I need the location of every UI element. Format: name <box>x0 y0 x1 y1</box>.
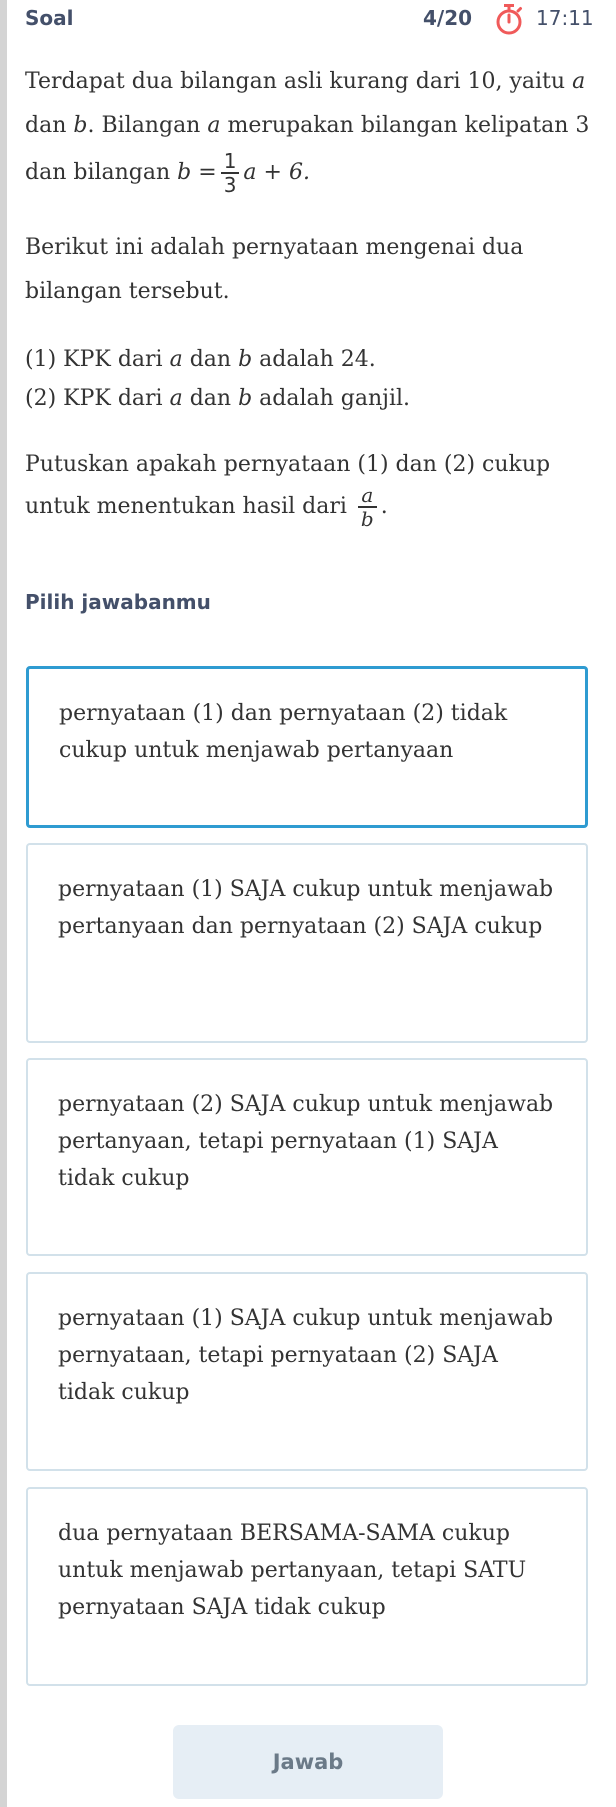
fraction-numerator: a <box>358 484 377 508</box>
question-fragment: adalah 24. <box>252 347 376 372</box>
question-line <box>25 150 310 196</box>
section-title: Soal <box>25 6 74 30</box>
question-fragment: bilangan tersebut. <box>25 279 230 304</box>
option-text: pernyataan (1) SAJA cukup untuk menjawab pertanyaan dan pernyataan (2) SAJA cukup <box>58 877 554 939</box>
question-fragment: untuk menentukan hasil dari <box>25 494 354 519</box>
answer-option-2[interactable] <box>26 843 588 1043</box>
fraction-denominator: 3 <box>223 173 237 197</box>
stopwatch-icon <box>492 2 526 36</box>
question-fragment: (1) KPK dari <box>25 347 170 372</box>
math-variable: b <box>238 386 253 411</box>
answer-option-5[interactable] <box>26 1487 588 1686</box>
fraction-numerator: 1 <box>221 150 240 174</box>
math-variable: a <box>169 347 183 372</box>
math-fraction <box>221 150 240 196</box>
math-fraction <box>358 484 377 530</box>
question-fragment: Berikut ini adalah pernyataan mengenai dua <box>25 235 524 260</box>
statement-1 <box>25 342 376 378</box>
answer-option-1[interactable] <box>26 666 588 828</box>
answer-prompt: Pilih jawabanmu <box>25 590 211 614</box>
top-bar <box>25 0 594 38</box>
question-fragment: dan <box>25 113 74 138</box>
question-fragment: . Bilangan <box>87 113 208 138</box>
option-text: pernyataan (2) SAJA cukup untuk menjawab pertanyaan, tetapi pernyataan (1) SAJA tidak cukup <box>58 1092 554 1191</box>
answer-option-3[interactable] <box>26 1058 588 1256</box>
question-fragment: dan <box>182 386 239 411</box>
question-line <box>25 484 388 530</box>
statement-2 <box>25 381 410 417</box>
left-edge-rule <box>0 0 7 1807</box>
question-fragment: dan bilangan <box>25 160 178 185</box>
question-fragment: Putuskan apakah pernyataan (1) dan (2) cukup <box>25 452 551 477</box>
question-fragment: adalah ganjil. <box>252 386 411 411</box>
fraction-denominator: b <box>360 507 374 531</box>
question-line <box>25 447 550 483</box>
question-fragment: merupakan bilangan kelipatan 3 <box>220 113 590 138</box>
option-text: dua pernyataan BERSAMA-SAMA cukup untuk menjawab pertanyaan, tetapi SATU pernyataan SAJA tidak cukup <box>58 1521 527 1620</box>
submit-answer-button[interactable]: Jawab <box>173 1725 443 1799</box>
math-expression: a + 6. <box>243 160 310 185</box>
math-variable: a <box>572 69 586 94</box>
question-fragment: (2) KPK dari <box>25 386 170 411</box>
question-fragment: dan <box>182 347 239 372</box>
question-fragment: Terdapat dua bilangan asli kurang dari 10, yaitu <box>25 69 573 94</box>
math-variable: a <box>169 386 183 411</box>
countdown-timer: 17:11 <box>536 6 594 30</box>
question-line <box>25 64 585 100</box>
option-text: pernyataan (1) SAJA cukup untuk menjawab pernyataan, tetapi pernyataan (2) SAJA tidak cukup <box>58 1306 554 1405</box>
question-fragment: . <box>380 494 388 519</box>
math-variable: a <box>207 113 221 138</box>
math-expression: b = <box>177 160 217 185</box>
question-line <box>25 274 230 310</box>
math-variable: b <box>238 347 253 372</box>
question-counter: 4/20 <box>423 6 473 30</box>
math-variable: b <box>73 113 88 138</box>
option-text: pernyataan (1) dan pernyataan (2) tidak cukup untuk menjawab pertanyaan <box>59 701 508 763</box>
question-line <box>25 230 523 266</box>
answer-option-4[interactable] <box>26 1272 588 1471</box>
question-line <box>25 108 589 144</box>
